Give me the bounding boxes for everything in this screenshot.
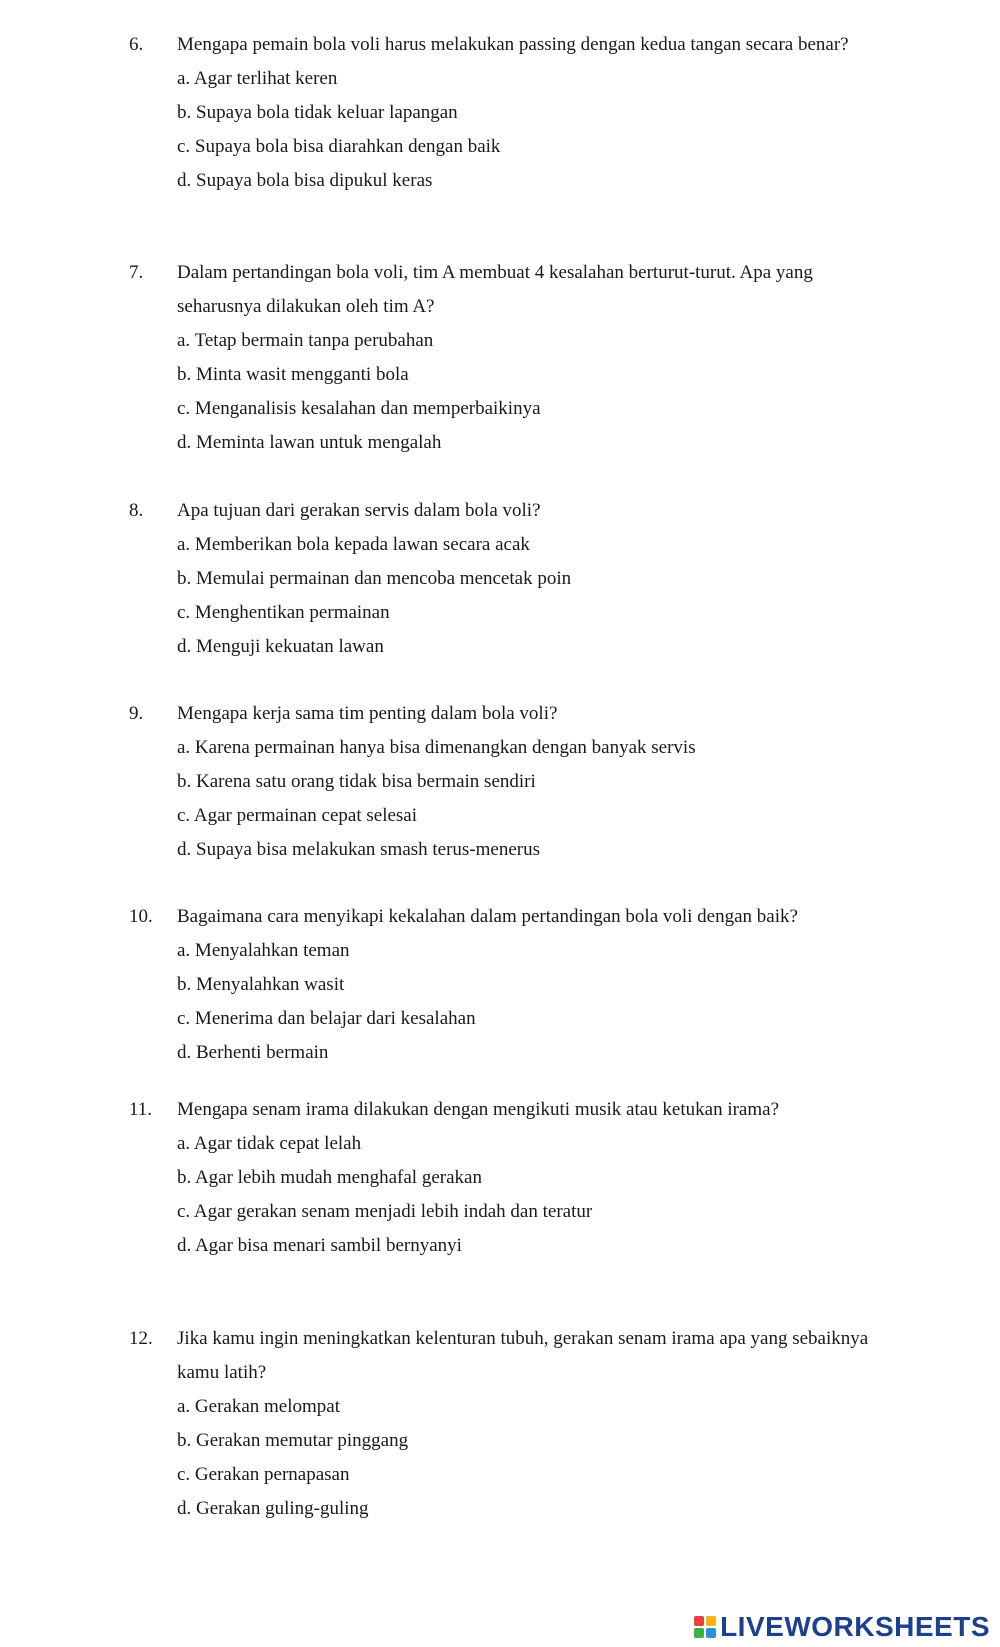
question-text-continued: kamu latih? [177, 1362, 267, 1383]
option-b[interactable]: b. Gerakan memutar pinggang [177, 1430, 409, 1451]
question-text: Mengapa senam irama dilakukan dengan mengikuti musik atau ketukan irama? [177, 1099, 779, 1120]
question-number: 11. [129, 1099, 153, 1120]
logo-text: LIVEWORKSHEETS [720, 1611, 990, 1642]
option-a[interactable]: a. Agar tidak cepat lelah [177, 1133, 362, 1154]
option-d[interactable]: d. Meminta lawan untuk mengalah [177, 432, 442, 453]
question-number: 10. [129, 906, 153, 927]
option-a[interactable]: a. Memberikan bola kepada lawan secara acak [177, 534, 530, 555]
question-text: Mengapa pemain bola voli harus melakukan passing dengan kedua tangan secara benar? [177, 34, 849, 55]
question-text: Dalam pertandingan bola voli, tim A membuat 4 kesalahan berturut-turut. Apa yang [177, 262, 813, 283]
option-a[interactable]: a. Agar terlihat keren [177, 68, 338, 89]
option-b[interactable]: b. Supaya bola tidak keluar lapangan [177, 102, 458, 123]
question-number: 8. [129, 500, 144, 521]
option-c[interactable]: c. Menghentikan permainan [177, 602, 390, 623]
option-b[interactable]: b. Karena satu orang tidak bisa bermain sendiri [177, 771, 536, 792]
option-a[interactable]: a. Tetap bermain tanpa perubahan [177, 330, 434, 351]
question-text: Mengapa kerja sama tim penting dalam bola voli? [177, 703, 558, 724]
question-text: Jika kamu ingin meningkatkan kelenturan tubuh, gerakan senam irama apa yang sebaiknya [177, 1328, 869, 1349]
option-c[interactable]: c. Agar gerakan senam menjadi lebih indah dan teratur [177, 1201, 593, 1222]
question-text: Bagaimana cara menyikapi kekalahan dalam pertandingan bola voli dengan baik? [177, 906, 798, 927]
option-a[interactable]: a. Gerakan melompat [177, 1396, 341, 1417]
option-a[interactable]: a. Karena permainan hanya bisa dimenangkan dengan banyak servis [177, 737, 696, 758]
logo-square-green [694, 1628, 704, 1638]
logo-square-yellow [706, 1616, 716, 1626]
option-d[interactable]: d. Berhenti bermain [177, 1042, 329, 1063]
logo-square-red [694, 1616, 704, 1626]
option-d[interactable]: d. Gerakan guling-guling [177, 1498, 369, 1519]
option-b[interactable]: b. Minta wasit mengganti bola [177, 364, 409, 385]
option-b[interactable]: b. Menyalahkan wasit [177, 974, 345, 995]
question-number: 6. [129, 34, 144, 55]
logo-square-blue [706, 1628, 716, 1638]
liveworksheets-logo [694, 1610, 990, 1644]
option-d[interactable]: d. Agar bisa menari sambil bernyanyi [177, 1235, 462, 1256]
option-c[interactable]: c. Gerakan pernapasan [177, 1464, 350, 1485]
question-text: Apa tujuan dari gerakan servis dalam bola voli? [177, 500, 541, 521]
question-number: 12. [129, 1328, 153, 1349]
logo-grid-icon [694, 1616, 716, 1638]
question-number: 7. [129, 262, 144, 283]
option-c[interactable]: c. Supaya bola bisa diarahkan dengan baik [177, 136, 501, 157]
option-d[interactable]: d. Supaya bisa melakukan smash terus-menerus [177, 839, 541, 860]
question-text-continued: seharusnya dilakukan oleh tim A? [177, 296, 435, 317]
option-c[interactable]: c. Agar permainan cepat selesai [177, 805, 418, 826]
option-c[interactable]: c. Menerima dan belajar dari kesalahan [177, 1008, 476, 1029]
option-a[interactable]: a. Menyalahkan teman [177, 940, 350, 961]
option-b[interactable]: b. Memulai permainan dan mencoba mencetak poin [177, 568, 572, 589]
option-d[interactable]: d. Supaya bola bisa dipukul keras [177, 170, 433, 191]
option-d[interactable]: d. Menguji kekuatan lawan [177, 636, 384, 657]
question-number: 9. [129, 703, 144, 724]
option-b[interactable]: b. Agar lebih mudah menghafal gerakan [177, 1167, 482, 1188]
option-c[interactable]: c. Menganalisis kesalahan dan memperbaikinya [177, 398, 541, 419]
